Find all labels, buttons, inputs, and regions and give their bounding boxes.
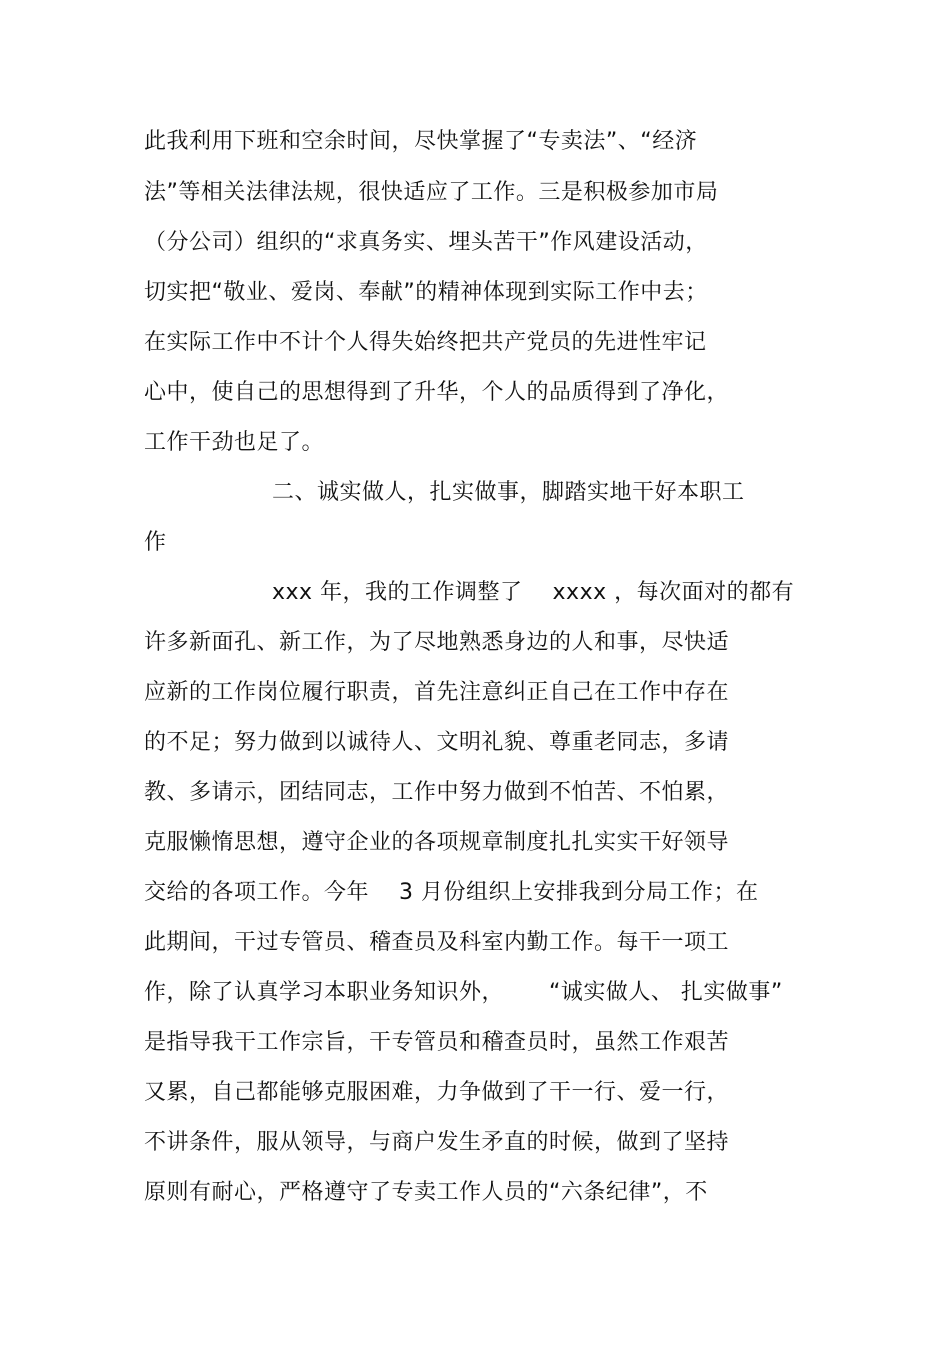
text-line-19: 是指导我干工作宗旨，干专管员和稽查员时，虽然工作艰苦 (144, 1030, 730, 1055)
text-line-13: 的不足；努力做到以诚待人、文明礼貌、尊重老同志，多请 (144, 730, 730, 755)
text-line-2: 法”等相关法律法规，很快适应了工作。三是积极参加市局 (144, 180, 719, 205)
text-line-15: 克服懒惰思想，遵守企业的各项规章制度扎扎实实干好领导 (144, 830, 730, 855)
text-line-21: 不讲条件，服从领导，与商户发生矛直的时候，做到了坚持 (144, 1130, 730, 1155)
text-line-17: 此期间，干过专管员、稽查员及科室内勤工作。每干一项工 (144, 930, 730, 955)
section-heading: 二、诚实做人，扎实做事，脚踏实地干好本职工 (272, 480, 745, 505)
text-line-3: （分公司）组织的“求真务实、埋头苦干”作风建设活动， (144, 230, 708, 255)
section-heading-cont: 作 (144, 530, 167, 555)
text-line-5: 在实际工作中不计个人得失始终把共产党员的先进性牢记 (144, 330, 707, 355)
text-line-18: 作，除了认真学习本职业务知识外， “诚实做人、 扎实做事” (144, 980, 783, 1005)
text-line-22: 原则有耐心，严格遵守了专卖工作人员的“六条纪律”，不 (144, 1180, 708, 1205)
text-line-4: 切实把“敬业、爱岗、奉献”的精神体现到实际工作中去； (144, 280, 708, 305)
text-line-11: 许多新面孔、新工作，为了尽地熟悉身边的人和事，尽快适 (144, 630, 730, 655)
text-line-16: 交给的各项工作。今年 3 月份组织上安排我到分局工作；在 (144, 880, 759, 905)
text-line-7: 工作干劲也足了。 (144, 430, 325, 455)
text-line-12: 应新的工作岗位履行职责，首先注意纠正自己在工作中存在 (144, 680, 730, 705)
text-line-10: xxx 年，我的工作调整了 xxxx ，每次面对的都有 (272, 580, 795, 605)
text-line-20: 又累，自己都能够克服困难，力争做到了干一行、爱一行， (144, 1080, 730, 1105)
text-line-1: 此我利用下班和空余时间，尽快掌握了“专卖法”、“经济 (144, 129, 698, 154)
text-line-14: 教、多请示，团结同志，工作中努力做到不怕苦、不怕累， (144, 780, 730, 805)
text-line-6: 心中，使自己的思想得到了升华，个人的品质得到了净化， (144, 380, 730, 405)
